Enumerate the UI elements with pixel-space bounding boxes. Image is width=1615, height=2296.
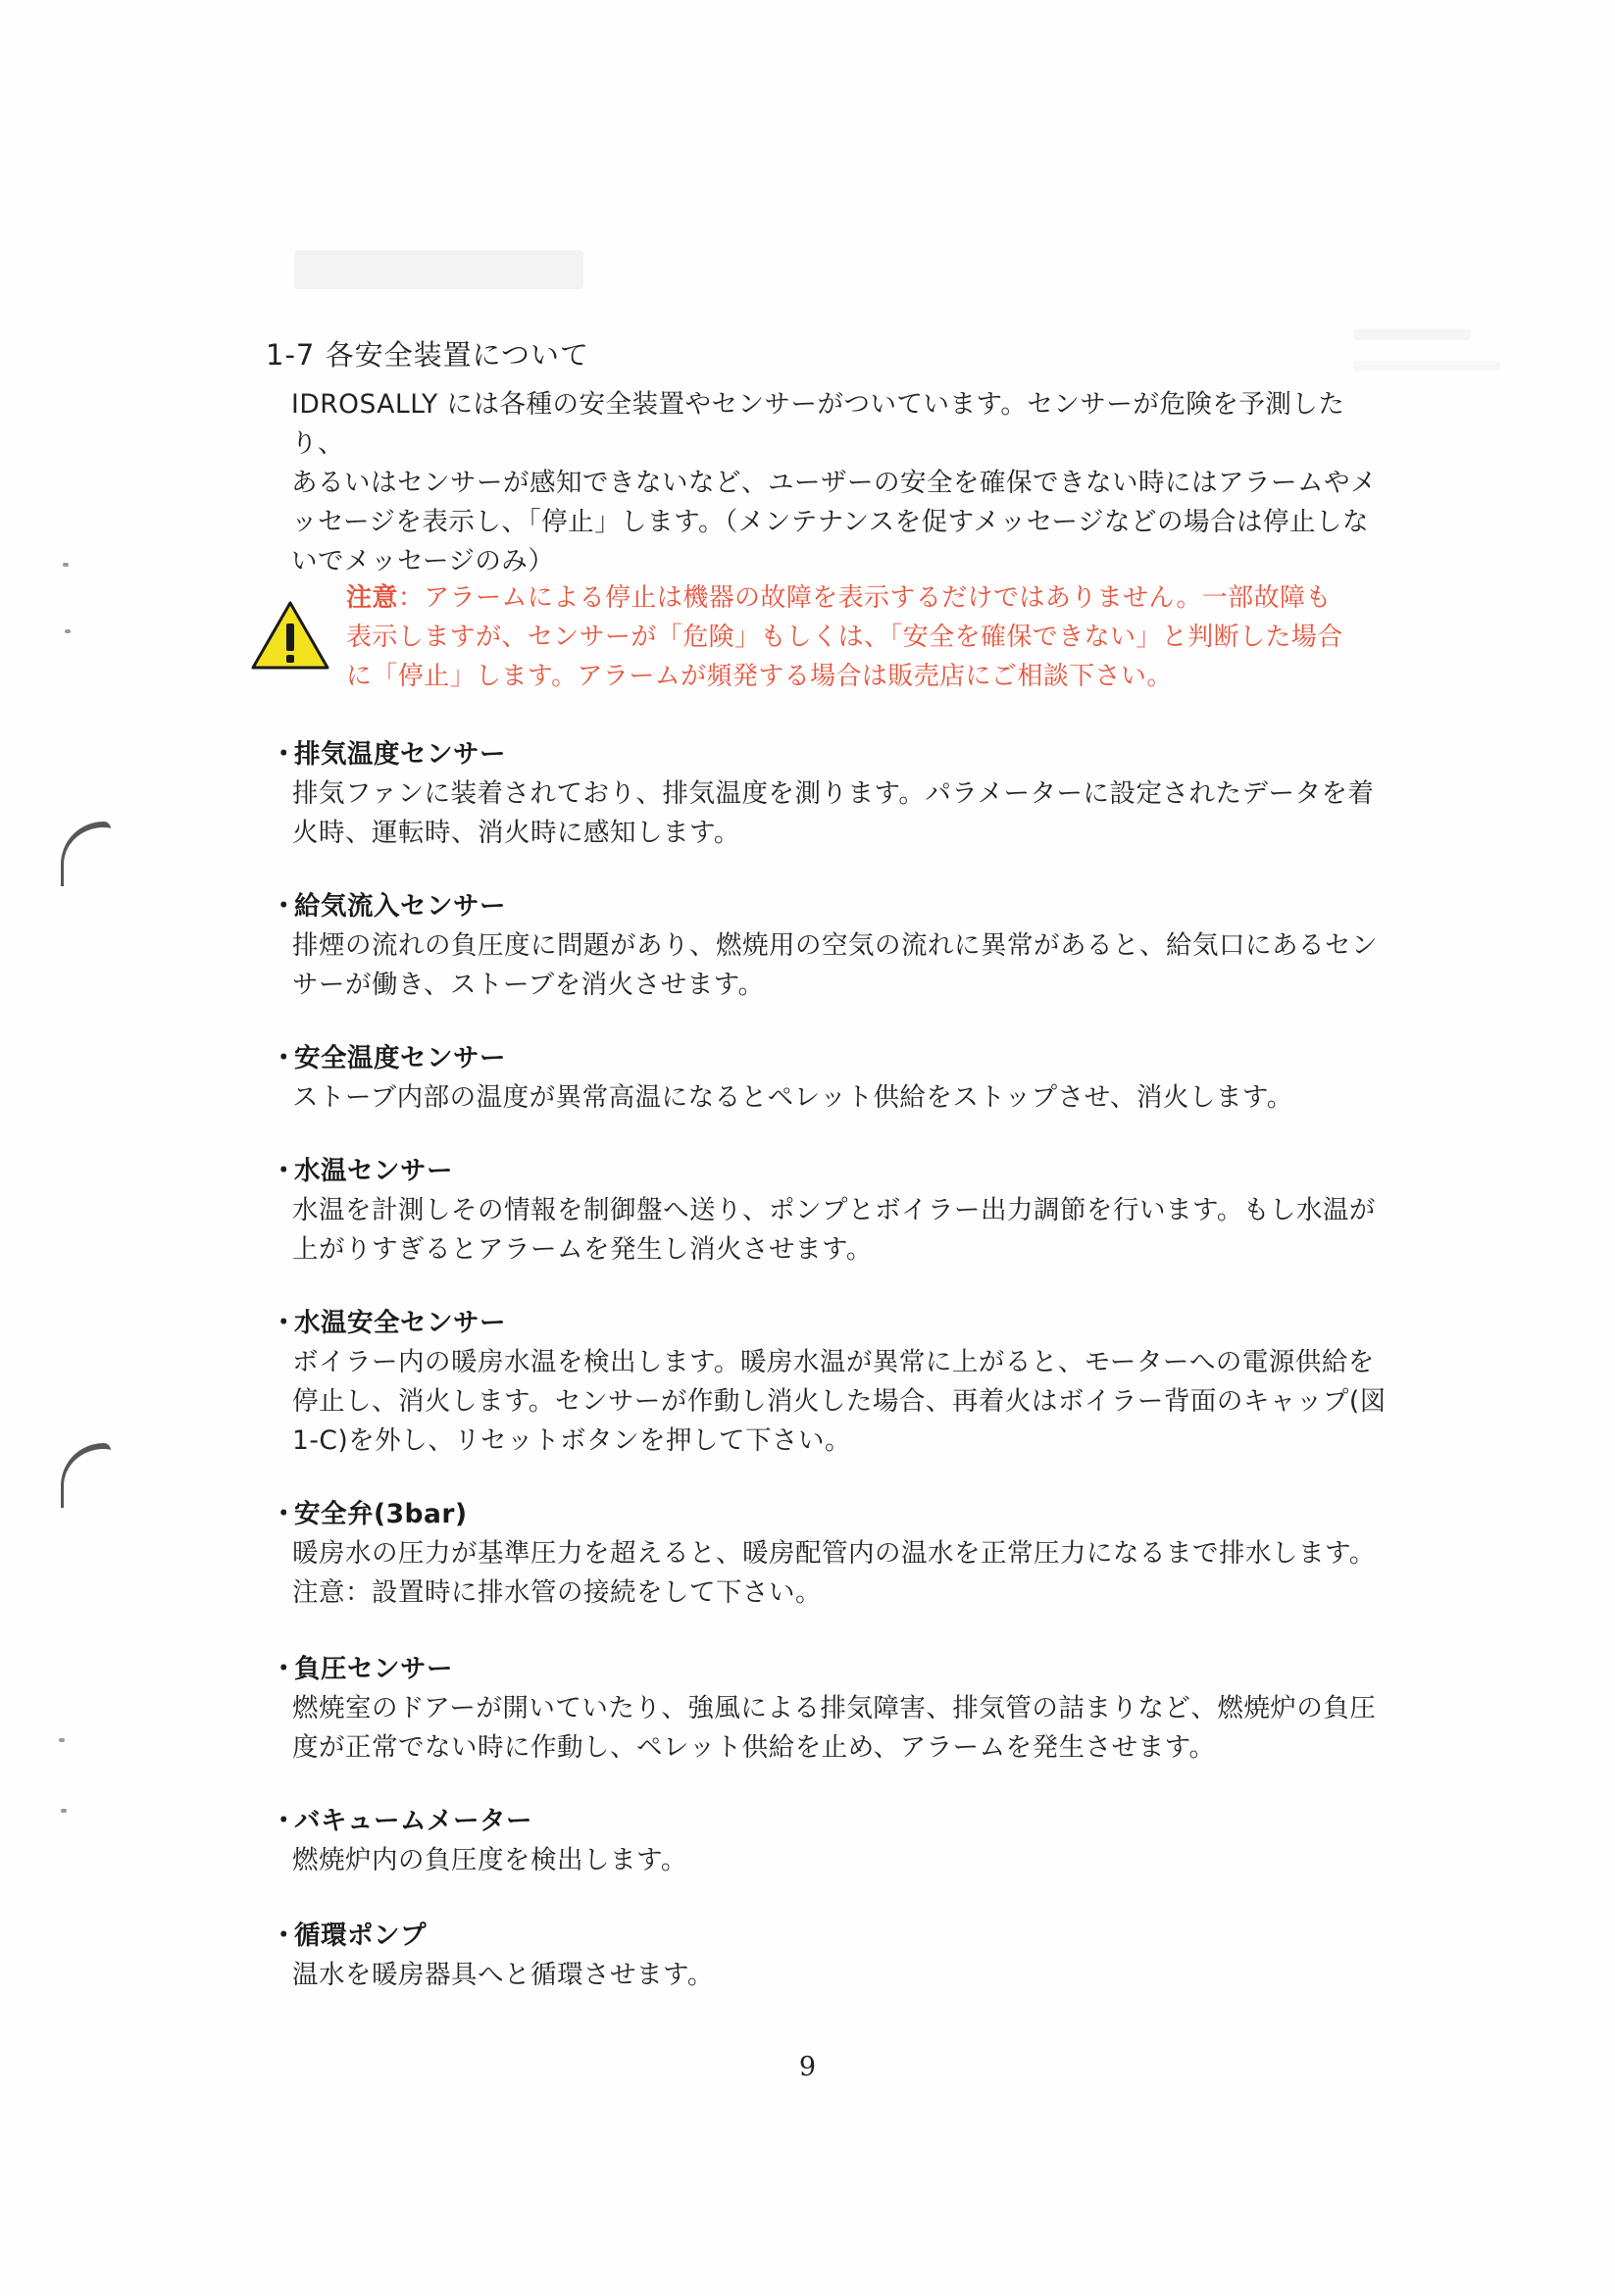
item-body xyxy=(292,1534,1398,1613)
item-heading xyxy=(271,1495,1398,1534)
scan-artifact xyxy=(1353,328,1471,340)
item-body xyxy=(292,1689,1398,1768)
punch-hole-mark xyxy=(61,1443,111,1508)
bullet-mark: ・ xyxy=(271,1156,297,1186)
item-line: 水温を計測しその情報を制御盤へ送り、ポンプとボイラー出力調節を行います。もし水温が xyxy=(292,1195,1376,1225)
warning-triangle-icon xyxy=(250,600,330,671)
warning-line-text: ：アラームによる停止は機器の故障を表示するだけではありません。一部故障も xyxy=(397,583,1332,613)
warning-line: 表示しますが、センサーが「危険」もしくは、「安全を確保できない」と判断した場合 xyxy=(346,623,1343,652)
item-negative-pressure-sensor xyxy=(271,1650,1398,1768)
item-body xyxy=(292,774,1398,853)
bullet-mark: ・ xyxy=(271,1921,297,1951)
item-safety-temp-sensor xyxy=(271,1039,1398,1118)
item-heading-text: 排気温度センサー xyxy=(294,739,506,770)
intro-line: いでメッセージのみ） xyxy=(291,546,555,576)
item-body xyxy=(292,1191,1398,1270)
item-vacuum-meter xyxy=(271,1802,1398,1880)
bullet-mark: ・ xyxy=(271,1308,297,1338)
scan-artifact xyxy=(294,250,583,289)
warning-line xyxy=(346,578,1386,618)
item-heading-text: 安全弁(3bar) xyxy=(294,1499,468,1529)
item-heading-text: 水温安全センサー xyxy=(294,1308,506,1338)
item-line: ストーブ内部の温度が異常高温になるとペレット供給をストップさせ、消火します。 xyxy=(292,1082,1293,1113)
intro-line: IDROSALLY には各種の安全装置やセンサーがついています。センサーが危険を予測したり、 xyxy=(291,389,1345,459)
item-heading xyxy=(271,1152,1398,1191)
item-exhaust-temp-sensor xyxy=(271,735,1398,853)
item-heading-text: 給気流入センサー xyxy=(294,891,506,922)
intro-line: ッセージを表示し、「停止」します。（メンテナンスを促すメッセージなどの場合は停止しな xyxy=(291,507,1370,537)
item-heading-text: 水温センサー xyxy=(294,1156,453,1186)
bullet-mark: ・ xyxy=(271,1499,297,1529)
item-heading xyxy=(271,1304,1398,1343)
punch-hole-mark xyxy=(61,822,111,886)
bullet-mark: ・ xyxy=(271,1654,297,1684)
warning-label: 注意 xyxy=(346,583,398,613)
item-circulation-pump xyxy=(271,1917,1398,1995)
item-line: 排煙の流れの負圧度に問題があり、燃焼用の空気の流れに異常があると、給気口にあるセン xyxy=(292,930,1378,961)
item-water-safety-sensor xyxy=(271,1304,1398,1461)
item-line: 燃焼室のドアーが開いていたり、強風による排気障害、排気管の詰まりなど、燃焼炉の負圧 xyxy=(292,1693,1377,1723)
item-heading xyxy=(271,735,1398,774)
item-intake-flow-sensor xyxy=(271,887,1398,1005)
scan-artifact xyxy=(1353,361,1500,371)
bullet-mark: ・ xyxy=(271,1806,297,1836)
item-heading xyxy=(271,1039,1398,1078)
item-line: 度が正常でない時に作動し、ペレット供給を止め、アラームを発生させます。 xyxy=(292,1732,1216,1763)
item-heading-text: 安全温度センサー xyxy=(294,1043,506,1073)
item-line: ボイラー内の暖房水温を検出します。暖房水温が異常に上がると、モーターへの電源供給を xyxy=(292,1347,1375,1377)
item-heading xyxy=(271,1650,1398,1689)
item-line: 停止し、消火します。センサーが作動し消火した場合、再着火はボイラー背面のキャップ(図 xyxy=(292,1386,1387,1417)
item-water-temp-sensor xyxy=(271,1152,1398,1270)
item-body xyxy=(292,1841,1398,1880)
item-line: 排気ファンに装着されており、排気温度を測ります。パラメーターに設定されたデータを着 xyxy=(292,778,1375,809)
scan-speck xyxy=(63,563,69,567)
item-line: 暖房水の圧力が基準圧力を超えると、暖房配管内の温水を正常圧力になるまで排水します。 xyxy=(292,1538,1376,1569)
item-heading xyxy=(271,1802,1398,1841)
item-heading-text: 循環ポンプ xyxy=(294,1921,427,1951)
item-body xyxy=(292,1956,1398,1995)
bullet-mark: ・ xyxy=(271,739,297,770)
warning-line: に「停止」します。アラームが頻発する場合は販売店にご相談下さい。 xyxy=(346,662,1173,691)
item-heading xyxy=(271,887,1398,926)
warning-callout xyxy=(250,578,1397,706)
item-line: 燃焼炉内の負圧度を検出します。 xyxy=(292,1845,687,1875)
page-number: 9 xyxy=(798,2052,817,2082)
item-line: 温水を暖房器具へと循環させます。 xyxy=(292,1960,714,1990)
bullet-mark: ・ xyxy=(271,1043,297,1073)
item-line: 上がりすぎるとアラームを発生し消火させます。 xyxy=(292,1234,873,1265)
item-body xyxy=(292,926,1398,1005)
item-body xyxy=(292,1343,1398,1461)
item-heading-text: 負圧センサー xyxy=(294,1654,453,1684)
item-line: 1-C)を外し、リセットボタンを押して下さい。 xyxy=(292,1425,851,1456)
item-safety-valve xyxy=(271,1495,1398,1613)
item-heading xyxy=(271,1917,1398,1956)
warning-text xyxy=(346,578,1386,696)
item-body xyxy=(292,1078,1398,1118)
item-heading-text: バキュームメーター xyxy=(294,1806,532,1836)
intro-line: あるいはセンサーが感知できないなど、ユーザーの安全を確保できない時にはアラームやメ xyxy=(291,468,1377,498)
section-title: 1-7 各安全装置について xyxy=(266,338,590,372)
item-line: 注意：設置時に排水管の接続をして下さい。 xyxy=(292,1577,822,1608)
scan-speck xyxy=(65,629,71,633)
scan-speck xyxy=(59,1738,65,1742)
item-line: 火時、運転時、消火時に感知します。 xyxy=(292,818,740,848)
bullet-mark: ・ xyxy=(271,891,297,922)
intro-paragraph xyxy=(291,385,1389,581)
scan-speck xyxy=(61,1809,67,1813)
item-line: サーが働き、ストーブを消火させます。 xyxy=(292,970,765,1000)
